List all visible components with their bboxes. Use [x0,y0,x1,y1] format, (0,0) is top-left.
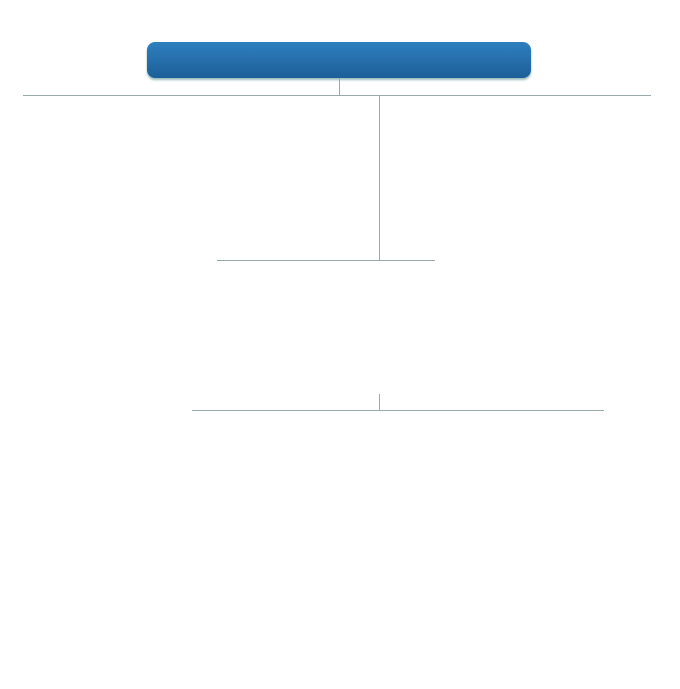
connector-mid-drop [379,96,380,261]
connector-low-bus [192,410,604,411]
connector-low-drop [379,394,380,410]
root-node [147,42,531,78]
connector-mid-bus [217,260,435,261]
connector-top-bus [23,95,651,96]
connector-root-down [339,78,340,95]
